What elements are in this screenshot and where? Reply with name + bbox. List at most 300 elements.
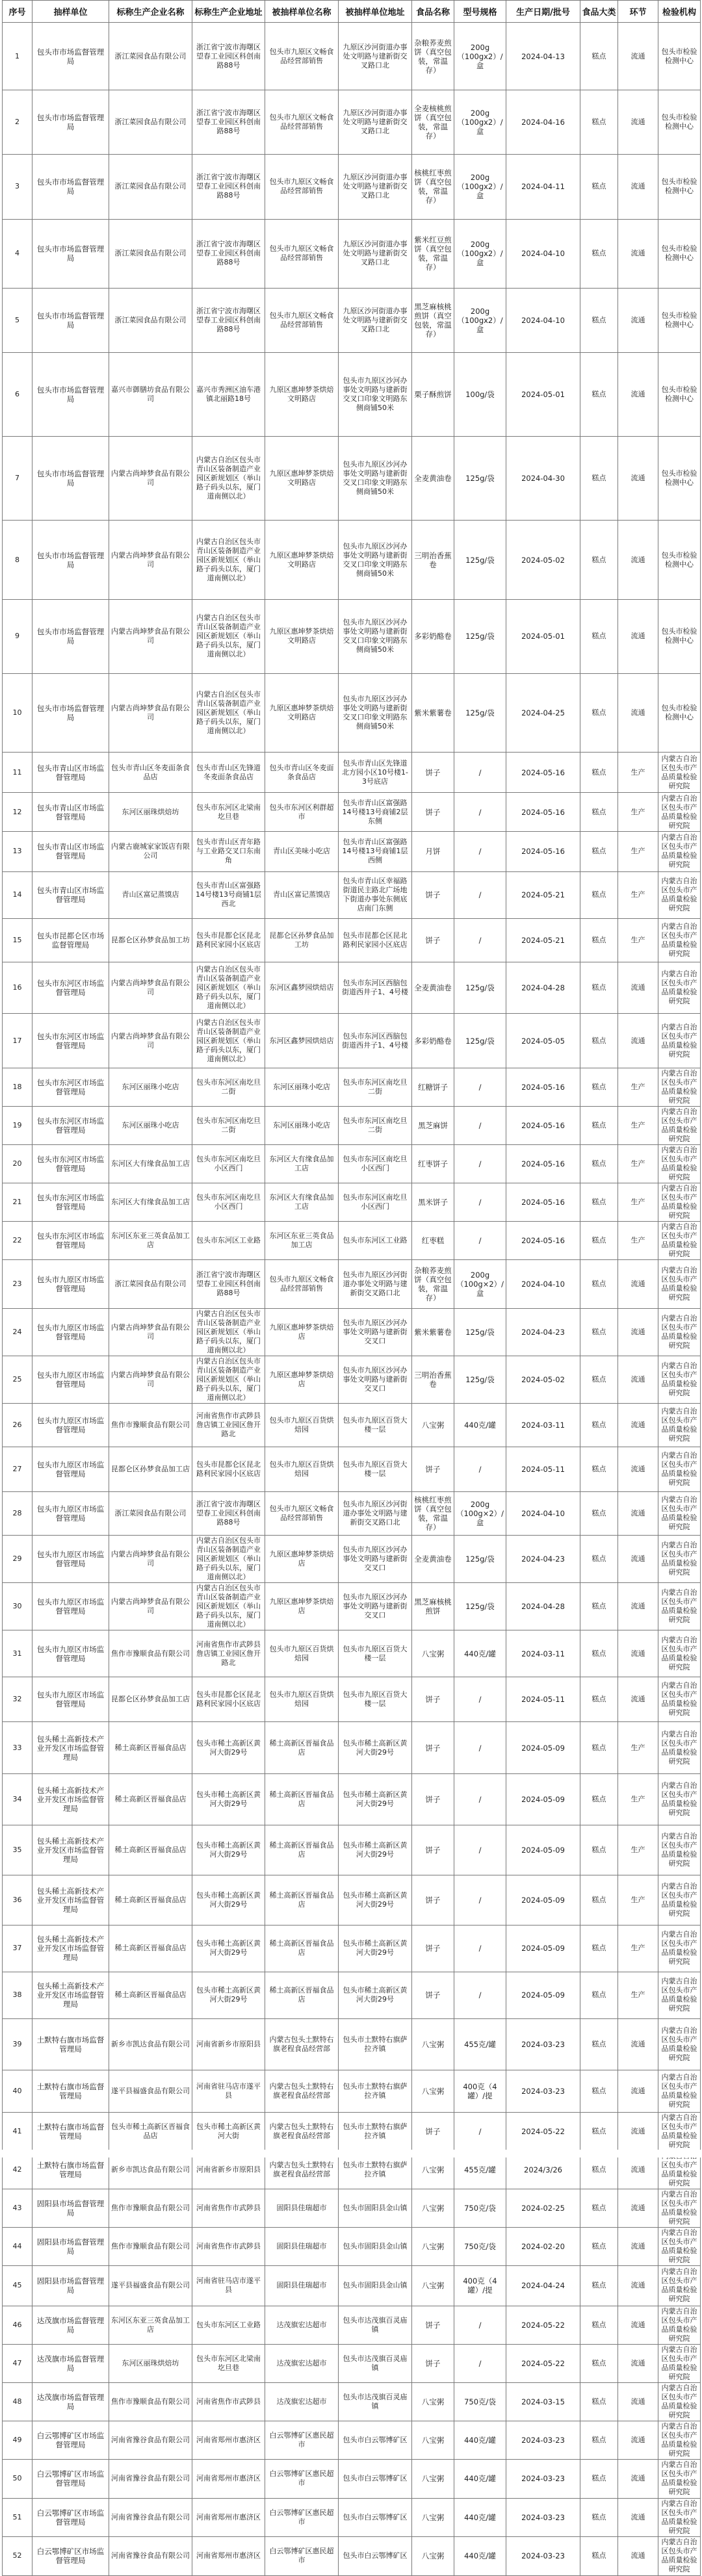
cell-col-production-date: 2024-05-01 <box>506 353 580 437</box>
cell-col-sampled-unit-address: 包头市达茂旗百灵庙镇 <box>339 2382 412 2421</box>
cell-col-sampled-unit-address: 包头市九原区沙河街道办事处文明路与建新街交叉路口北 <box>339 1260 412 1308</box>
cell-col-sampled-unit-name: 稀土高新区晋福食品店 <box>265 1875 339 1926</box>
table-row <box>3 90 701 155</box>
cell-col-sampled-unit-name: 白云鄂博矿区惠民超市 <box>265 2460 339 2499</box>
cell-col-food-name: 八宝粥 <box>412 2498 454 2537</box>
cell-col-sampled-unit-name: 九原区惠坤梦茶烘焙店 <box>265 1583 339 1630</box>
cell-col-sampled-unit-address: 包头市九原区百货大楼一层 <box>339 1677 412 1722</box>
cell-col-spec: 125g/袋 <box>454 673 506 753</box>
cell-col-sampled-unit-address: 包头市土默特右旗萨拉齐镇 <box>339 2018 412 2070</box>
cell-col-food-name: 黑芝麻核桃煎饼 <box>412 1583 454 1630</box>
cell-col-spec: 125g/袋 <box>454 437 506 521</box>
cell-col-sampled-unit-address: 包头市稀土高新区黄河大街29号 <box>339 1875 412 1926</box>
cell-col-sampling-unit: 包头稀土高新技术产业开发区市场监督管理局 <box>32 1972 109 2018</box>
cell-col-production-date: 2024-04-28 <box>506 962 580 1013</box>
cell-col-sampling-unit: 包头市东河区市场监督管理局 <box>32 1183 109 1222</box>
cell-col-sampled-unit-name: 青山区富记蒸馍店 <box>265 871 339 918</box>
cell-col-spec: 125g/袋 <box>454 1356 506 1403</box>
table-row <box>3 1014 701 1068</box>
cell-col-manufacturer-name: 浙江菜园食品有限公司 <box>109 219 192 289</box>
cell-col-manufacturer-address: 包头市东河区北梁南圪旦巷 <box>192 793 265 832</box>
cell-col-sampled-unit-name: 九原区惠坤梦茶烘焙店 <box>265 1536 339 1583</box>
cell-col-manufacturer-address: 包头市稀土高新区黄河大街29号 <box>192 1825 265 1875</box>
cell-col-spec: / <box>454 753 506 793</box>
cell-col-stage: 流通 <box>618 23 658 90</box>
cell-col-sampled-unit-address: 包头市白云鄂博矿区 <box>339 2421 412 2460</box>
cell-col-food-name: 紫米紫薯卷 <box>412 1308 454 1356</box>
cell-col-test-institution: 内蒙古自治区包头市产品质量检验研究院 <box>658 753 701 793</box>
cell-col-spec: 200g（100gx2）/盒 <box>454 90 506 155</box>
cell-col-food-category: 糕点 <box>580 353 618 437</box>
cell-col-test-institution: 内蒙古自治区包头市产品质量检验研究院 <box>658 1536 701 1583</box>
cell-col-sampled-unit-address: 包头市东河区南圪旦二街 <box>339 1068 412 1107</box>
table-row <box>3 2382 701 2421</box>
cell-col-spec: 125g/袋 <box>454 599 506 673</box>
cell-col-sampled-unit-name: 内蒙古包头土默特右旗老程食品经营部 <box>265 2070 339 2112</box>
cell-col-sampled-unit-name: 包头市九原区文畅食品经营部销售 <box>265 1492 339 1536</box>
cell-col-food-name: 八宝粥 <box>412 2018 454 2070</box>
cell-col-food-category: 糕点 <box>580 155 618 219</box>
table-row <box>3 2112 701 2150</box>
cell-col-stage: 流通 <box>618 1260 658 1308</box>
cell-col-index: 10 <box>3 673 32 753</box>
cell-col-manufacturer-address: 包头市昆都仑区昆北路利民家园小区底店 <box>192 918 265 962</box>
cell-col-manufacturer-name: 河南省豫谷食品有限公司 <box>109 2421 192 2460</box>
cell-col-food-name: 八宝粥 <box>412 2150 454 2189</box>
cell-col-sampled-unit-address: 包头市东河区工业路 <box>339 1222 412 1260</box>
cell-col-manufacturer-name: 包头市稀土高新区晋福食品店 <box>109 2112 192 2150</box>
cell-col-index: 48 <box>3 2382 32 2421</box>
cell-col-sampling-unit: 包头市东河区市场监督管理局 <box>32 1068 109 1107</box>
cell-col-stage: 流通 <box>618 2112 658 2150</box>
cell-col-food-name: 三明治香蕉卷 <box>412 521 454 600</box>
table-row <box>3 1722 701 1773</box>
cell-col-food-category: 糕点 <box>580 1145 618 1183</box>
cell-col-food-name: 饼子 <box>412 2344 454 2382</box>
cell-col-stage: 流通 <box>618 2070 658 2112</box>
cell-col-manufacturer-address: 包头市稀土高新区黄河大街29号 <box>192 1875 265 1926</box>
cell-col-sampled-unit-address: 包头市九原区沙河办事处文明路与建新街交叉口印象文明路东侧商铺50米 <box>339 521 412 600</box>
cell-col-spec: 400克（4罐）/提 <box>454 2265 506 2306</box>
cell-col-test-institution: 内蒙古自治区包头市产品质量检验研究院 <box>658 2018 701 2070</box>
cell-col-sampled-unit-address: 包头市青山区幸福路街道民主路北广场地下街道办事处东侧底店南门东侧 <box>339 871 412 918</box>
cell-col-spec: 750克/袋 <box>454 2382 506 2421</box>
cell-col-production-date: 2024-05-16 <box>506 793 580 832</box>
cell-col-index: 3 <box>3 155 32 219</box>
cell-col-stage: 生产 <box>618 1222 658 1260</box>
cell-col-production-date: 2024-04-25 <box>506 673 580 753</box>
cell-col-test-institution: 内蒙古自治区包头市产品质量检验研究院 <box>658 2265 701 2306</box>
cell-col-stage: 流通 <box>618 2382 658 2421</box>
cell-col-manufacturer-name: 稀土高新区晋福食品店 <box>109 1825 192 1875</box>
cell-col-food-name: 杂粮荞麦煎饼（真空包装，常温存） <box>412 23 454 90</box>
cell-col-sampled-unit-address: 九原区沙河街道办事处文明路与建新街交叉路口北 <box>339 23 412 90</box>
cell-col-spec: 440克/罐 <box>454 2537 506 2576</box>
cell-col-test-institution: 内蒙古自治区包头市产品质量检验研究院 <box>658 2537 701 2576</box>
cell-col-food-category: 糕点 <box>580 2189 618 2227</box>
cell-col-index: 40 <box>3 2070 32 2112</box>
cell-col-sampled-unit-name: 九原区惠坤梦茶烘焙店 <box>265 1356 339 1403</box>
table-row <box>3 1677 701 1722</box>
cell-col-food-name: 饼子 <box>412 1722 454 1773</box>
cell-col-production-date: 2024-03-23 <box>506 2018 580 2070</box>
cell-col-spec: / <box>454 918 506 962</box>
cell-col-manufacturer-name: 内蒙古尚坤梦食品有限公司 <box>109 599 192 673</box>
table-row <box>3 1260 701 1308</box>
cell-col-test-institution: 包头市检验检测中心 <box>658 90 701 155</box>
cell-col-sampling-unit: 白云鄂博矿区市场监督管理局 <box>32 2421 109 2460</box>
cell-col-sampled-unit-address: 包头市九原区沙河办事处文明路与建新街交叉口印象文明路东侧商铺50米 <box>339 599 412 673</box>
cell-col-food-category: 糕点 <box>580 871 618 918</box>
cell-col-sampling-unit: 包头市九原区市场监督管理局 <box>32 1447 109 1491</box>
table-row <box>3 2018 701 2070</box>
cell-col-stage: 生产 <box>618 753 658 793</box>
cell-col-stage: 流通 <box>618 1014 658 1068</box>
cell-col-food-category: 糕点 <box>580 1183 618 1222</box>
cell-col-food-category: 糕点 <box>580 1107 618 1145</box>
cell-col-sampled-unit-name: 包头市九原区百货烘焙园 <box>265 1677 339 1722</box>
cell-col-index: 35 <box>3 1825 32 1875</box>
cell-col-production-date: 2024-03-15 <box>506 2382 580 2421</box>
cell-col-manufacturer-name: 内蒙古鹿城家家饭店有限公司 <box>109 831 192 871</box>
cell-col-stage: 生产 <box>618 1825 658 1875</box>
cell-col-food-category: 糕点 <box>580 1925 618 1972</box>
cell-col-production-date: 2024-05-09 <box>506 1773 580 1825</box>
cell-col-production-date: 2024-05-09 <box>506 1972 580 2018</box>
cell-col-test-institution: 内蒙古自治区包头市产品质量检验研究院 <box>658 2498 701 2537</box>
table-row <box>3 1536 701 1583</box>
cell-col-food-name: 饼子 <box>412 871 454 918</box>
cell-col-food-name: 饼子 <box>412 1677 454 1722</box>
cell-col-food-category: 糕点 <box>580 289 618 353</box>
cell-col-stage: 流通 <box>618 1308 658 1356</box>
cell-col-sampled-unit-name: 达茂旗宏达超市 <box>265 2382 339 2421</box>
cell-col-index: 24 <box>3 1308 32 1356</box>
cell-col-spec: / <box>454 1677 506 1722</box>
table-row <box>3 1068 701 1107</box>
cell-col-stage: 生产 <box>618 1773 658 1825</box>
cell-col-test-institution: 包头市检验检测中心 <box>658 219 701 289</box>
cell-col-spec: 125g/袋 <box>454 1583 506 1630</box>
cell-col-food-name: 八宝粥 <box>412 2421 454 2460</box>
cell-col-sampled-unit-name: 东河区鑫梦园烘焙店 <box>265 1014 339 1068</box>
cell-col-sampled-unit-name: 九原区惠坤梦茶烘焙店 <box>265 1308 339 1356</box>
cell-col-food-name: 三明治香蕉卷 <box>412 1356 454 1403</box>
cell-col-food-name: 多彩奶酪卷 <box>412 599 454 673</box>
cell-col-manufacturer-address: 包头市稀土高新区黄河大街29号 <box>192 1972 265 2018</box>
cell-col-sampled-unit-name: 东河区大有缘食品加工店 <box>265 1145 339 1183</box>
cell-col-manufacturer-address: 包头市青山区先锋道冬麦面条食品店 <box>192 753 265 793</box>
cell-col-sampled-unit-name: 九原区惠坤梦茶烘焙文明路店 <box>265 437 339 521</box>
cell-col-sampling-unit: 包头市九原区市场监督管理局 <box>32 1492 109 1536</box>
cell-col-test-institution: 内蒙古自治区包头市产品质量检验研究院 <box>658 1107 701 1145</box>
cell-col-sampled-unit-address: 包头市稀土高新区黄河大街29号 <box>339 1773 412 1825</box>
cell-col-production-date: 2024-04-23 <box>506 1308 580 1356</box>
cell-col-sampling-unit: 达茂旗市场监督管理局 <box>32 2382 109 2421</box>
cell-col-food-name: 全麦黄油卷 <box>412 1536 454 1583</box>
cell-col-production-date: 2024-05-16 <box>506 1107 580 1145</box>
cell-col-index: 29 <box>3 1536 32 1583</box>
sampling-results-table <box>2 0 701 2576</box>
cell-col-sampling-unit: 包头市市场监督管理局 <box>32 219 109 289</box>
cell-col-stage: 流通 <box>618 1356 658 1403</box>
page-bottom-edge <box>0 2150 702 2157</box>
cell-col-food-category: 糕点 <box>580 2498 618 2537</box>
cell-col-sampling-unit: 白云鄂博矿区市场监督管理局 <box>32 2460 109 2499</box>
cell-col-sampled-unit-name: 东河区东亚三英食品加工店 <box>265 1222 339 1260</box>
cell-col-sampled-unit-address: 包头市东河区西脑包街道西井子1、4号楼 <box>339 962 412 1013</box>
cell-col-spec: 455克/罐 <box>454 2150 506 2189</box>
cell-col-food-name: 八宝粥 <box>412 2382 454 2421</box>
cell-col-manufacturer-name: 内蒙古尚坤梦食品有限公司 <box>109 1536 192 1583</box>
cell-col-production-date: 2024-04-11 <box>506 155 580 219</box>
cell-col-manufacturer-address: 内蒙古自治区包头市青山区装备制造产业园区新规划区（举山路子码头以东，厦门道南侧以北） <box>192 1583 265 1630</box>
cell-col-production-date: 2024-03-23 <box>506 2421 580 2460</box>
cell-col-stage: 流通 <box>618 437 658 521</box>
table-row <box>3 918 701 962</box>
cell-col-stage: 流通 <box>618 2460 658 2499</box>
cell-col-sampled-unit-name: 固阳县佳瑞超市 <box>265 2189 339 2227</box>
cell-col-index: 37 <box>3 1925 32 1972</box>
cell-col-test-institution: 内蒙古自治区包头市产品质量检验研究院 <box>658 1403 701 1447</box>
cell-col-spec: 200g（100gx2）/盒 <box>454 289 506 353</box>
table-row <box>3 1145 701 1183</box>
cell-col-sampling-unit: 包头市市场监督管理局 <box>32 599 109 673</box>
cell-col-stage: 生产 <box>618 1875 658 1926</box>
table-row <box>3 599 701 673</box>
cell-col-sampling-unit: 白云鄂博矿区市场监督管理局 <box>32 2537 109 2576</box>
cell-col-test-institution: 内蒙古自治区包头市产品质量检验研究院 <box>658 2344 701 2382</box>
table-row <box>3 753 701 793</box>
cell-col-test-institution: 包头市检验检测中心 <box>658 599 701 673</box>
cell-col-index: 19 <box>3 1107 32 1145</box>
cell-col-index: 16 <box>3 962 32 1013</box>
cell-col-spec: / <box>454 1722 506 1773</box>
cell-col-sampled-unit-name: 包头市九原区文畅食品经营部销售 <box>265 23 339 90</box>
cell-col-manufacturer-name: 包头市青山区冬麦面条食品店 <box>109 753 192 793</box>
cell-col-production-date: 2024-04-23 <box>506 1536 580 1583</box>
cell-col-test-institution: 内蒙古自治区包头市产品质量检验研究院 <box>658 2306 701 2344</box>
cell-col-production-date: 2024-05-22 <box>506 2306 580 2344</box>
cell-col-food-category: 糕点 <box>580 1677 618 1722</box>
cell-col-sampled-unit-address: 包头市土默特右旗萨拉齐镇 <box>339 2150 412 2189</box>
cell-col-sampled-unit-address: 包头市九原区沙河办事处文明路与建新街交叉口 <box>339 1308 412 1356</box>
cell-col-test-institution: 内蒙古自治区包头市产品质量检验研究院 <box>658 1773 701 1825</box>
header-col-manufacturer-name: 标称生产企业名称 <box>109 1 192 23</box>
cell-col-food-category: 糕点 <box>580 1972 618 2018</box>
table-row <box>3 2227 701 2265</box>
cell-col-spec: / <box>454 1107 506 1145</box>
cell-col-manufacturer-address: 内蒙古自治区包头市青山区装备制造产业园区新规划区（举山路子码头以东，厦门道南侧以北） <box>192 1308 265 1356</box>
cell-col-food-category: 糕点 <box>580 2070 618 2112</box>
cell-col-manufacturer-name: 东河区丽珠烘焙坊 <box>109 793 192 832</box>
cell-col-spec: / <box>454 831 506 871</box>
cell-col-index: 28 <box>3 1492 32 1536</box>
cell-col-production-date: 2024-05-16 <box>506 1145 580 1183</box>
cell-col-production-date: 2024-05-16 <box>506 1068 580 1107</box>
cell-col-sampled-unit-address: 包头市白云鄂博矿区 <box>339 2460 412 2499</box>
cell-col-manufacturer-address: 河南省焦作市武陟县 <box>192 2382 265 2421</box>
cell-col-manufacturer-address: 河南省郑州市惠济区 <box>192 2421 265 2460</box>
cell-col-production-date: 2024-02-20 <box>506 2227 580 2265</box>
table-row <box>3 2070 701 2112</box>
cell-col-production-date: 2024-05-22 <box>506 2112 580 2150</box>
cell-col-sampled-unit-address: 九原区沙河街道办事处文明路与建新街交叉路口北 <box>339 90 412 155</box>
cell-col-sampled-unit-name: 东河区鑫梦园烘焙店 <box>265 962 339 1013</box>
cell-col-index: 26 <box>3 1403 32 1447</box>
cell-col-index: 2 <box>3 90 32 155</box>
cell-col-spec: / <box>454 1825 506 1875</box>
cell-col-test-institution: 内蒙古自治区包头市产品质量检验研究院 <box>658 1583 701 1630</box>
cell-col-food-name: 多彩奶酪卷 <box>412 1014 454 1068</box>
cell-col-stage: 流通 <box>618 599 658 673</box>
cell-col-index: 39 <box>3 2018 32 2070</box>
cell-col-manufacturer-name: 内蒙古尚坤梦食品有限公司 <box>109 1014 192 1068</box>
cell-col-test-institution: 内蒙古自治区包头市产品质量检验研究院 <box>658 1677 701 1722</box>
cell-col-sampled-unit-name: 东河区大有缘食品加工店 <box>265 1183 339 1222</box>
cell-col-sampled-unit-name: 九原区惠坤梦茶烘焙文明路店 <box>265 673 339 753</box>
cell-col-sampled-unit-address: 包头市九原区沙河办事处文明路与建新街交叉口 <box>339 1583 412 1630</box>
cell-col-sampling-unit: 包头市青山区市场监督管理局 <box>32 793 109 832</box>
cell-col-manufacturer-address: 河南省焦作市武陟县 <box>192 2189 265 2227</box>
cell-col-index: 38 <box>3 1972 32 2018</box>
cell-col-sampled-unit-address: 包头市稀土高新区黄河大街29号 <box>339 1925 412 1972</box>
cell-col-production-date: 2024-05-16 <box>506 1183 580 1222</box>
cell-col-sampled-unit-address: 包头市九原区沙河办事处文明路与建新街交叉口印象文明路东侧商铺50米 <box>339 437 412 521</box>
cell-col-test-institution: 内蒙古自治区包头市产品质量检验研究院 <box>658 831 701 871</box>
cell-col-spec: 440克/罐 <box>454 2460 506 2499</box>
cell-col-spec: / <box>454 793 506 832</box>
cell-col-manufacturer-name: 稀土高新区晋福食品店 <box>109 1925 192 1972</box>
cell-col-stage: 流通 <box>618 90 658 155</box>
cell-col-sampled-unit-address: 包头市东河区南圪旦小区西门 <box>339 1183 412 1222</box>
cell-col-index: 42 <box>3 2150 32 2189</box>
cell-col-sampling-unit: 包头市市场监督管理局 <box>32 353 109 437</box>
cell-col-production-date: 2024-05-16 <box>506 831 580 871</box>
cell-col-sampling-unit: 包头市东河区市场监督管理局 <box>32 962 109 1013</box>
cell-col-sampled-unit-name: 东河区丽珠小吃店 <box>265 1068 339 1107</box>
cell-col-manufacturer-name: 内蒙古尚坤梦食品有限公司 <box>109 1308 192 1356</box>
table-header-row <box>3 1 701 23</box>
cell-col-food-category: 糕点 <box>580 90 618 155</box>
cell-col-production-date: 2024-04-10 <box>506 219 580 289</box>
cell-col-sampled-unit-name: 白云鄂博矿区惠民超市 <box>265 2421 339 2460</box>
cell-col-food-category: 糕点 <box>580 437 618 521</box>
cell-col-test-institution: 内蒙古自治区包头市产品质量检验研究院 <box>658 793 701 832</box>
table-body <box>3 23 701 2576</box>
cell-col-sampling-unit: 包头稀土高新技术产业开发区市场监督管理局 <box>32 1773 109 1825</box>
cell-col-index: 51 <box>3 2498 32 2537</box>
cell-col-production-date: 2024-03-11 <box>506 1630 580 1677</box>
cell-col-sampling-unit: 包头市九原区市场监督管理局 <box>32 1356 109 1403</box>
cell-col-index: 31 <box>3 1630 32 1677</box>
cell-col-index: 49 <box>3 2421 32 2460</box>
cell-col-manufacturer-address: 河南省驻马店市遂平县 <box>192 2070 265 2112</box>
cell-col-manufacturer-address: 内蒙古自治区包头市青山区装备制造产业园区新规划区（举山路子码头以东，厦门道南侧以北） <box>192 1536 265 1583</box>
cell-col-manufacturer-address: 包头市昆都仑区昆北路利民家园小区底店 <box>192 1677 265 1722</box>
cell-col-sampling-unit: 包头市市场监督管理局 <box>32 521 109 600</box>
cell-col-production-date: 2024-03-23 <box>506 2498 580 2537</box>
cell-col-sampling-unit: 土默特右旗市场监督管理局 <box>32 2150 109 2189</box>
cell-col-food-category: 糕点 <box>580 793 618 832</box>
cell-col-sampling-unit: 包头市东河区市场监督管理局 <box>32 1222 109 1260</box>
cell-col-stage: 流通 <box>618 289 658 353</box>
cell-col-food-name: 饼子 <box>412 1825 454 1875</box>
cell-col-test-institution: 包头市检验检测中心 <box>658 353 701 437</box>
cell-col-sampling-unit: 固阳县市场监督管理局 <box>32 2189 109 2227</box>
cell-col-test-institution: 内蒙古自治区包头市产品质量检验研究院 <box>658 1825 701 1875</box>
cell-col-food-name: 红糖饼子 <box>412 1068 454 1107</box>
cell-col-spec: / <box>454 2112 506 2150</box>
cell-col-production-date: 2024/3/26 <box>506 2150 580 2189</box>
table-row <box>3 437 701 521</box>
cell-col-test-institution: 包头市检验检测中心 <box>658 155 701 219</box>
cell-col-spec: 455克/罐 <box>454 2018 506 2070</box>
cell-col-manufacturer-address: 河南省郑州市惠济区 <box>192 2460 265 2499</box>
table-row <box>3 2421 701 2460</box>
cell-col-food-category: 糕点 <box>580 1014 618 1068</box>
cell-col-sampled-unit-address: 包头市稀土高新区黄河大街29号 <box>339 1972 412 2018</box>
cell-col-manufacturer-name: 东河区大有缘食品加工店 <box>109 1145 192 1183</box>
cell-col-food-name: 紫米红豆煎饼（真空包装，常温存） <box>412 219 454 289</box>
cell-col-food-name: 紫米紫薯卷 <box>412 673 454 753</box>
cell-col-food-name: 饼子 <box>412 1972 454 2018</box>
cell-col-manufacturer-address: 包头市青山区富强路14号楼13号商铺1层西北 <box>192 871 265 918</box>
cell-col-spec: / <box>454 1875 506 1926</box>
cell-col-production-date: 2024-05-16 <box>506 753 580 793</box>
cell-col-food-category: 糕点 <box>580 2460 618 2499</box>
cell-col-spec: / <box>454 2306 506 2344</box>
cell-col-stage: 生产 <box>618 1722 658 1773</box>
cell-col-food-category: 糕点 <box>580 2150 618 2189</box>
cell-col-spec: 200g（100gx2）/盒 <box>454 23 506 90</box>
cell-col-sampling-unit: 包头市九原区市场监督管理局 <box>32 1630 109 1677</box>
cell-col-spec: 125g/袋 <box>454 1536 506 1583</box>
cell-col-sampled-unit-name: 稀土高新区晋福食品店 <box>265 1825 339 1875</box>
header-col-test-institution: 检验机构 <box>658 1 701 23</box>
cell-col-food-name: 饼子 <box>412 793 454 832</box>
cell-col-index: 18 <box>3 1068 32 1107</box>
cell-col-production-date: 2024-04-24 <box>506 2265 580 2306</box>
cell-col-food-category: 糕点 <box>580 1722 618 1773</box>
cell-col-manufacturer-address: 内蒙古自治区包头市青山区装备制造产业园区新规划区（举山路子码头以东，厦门道南侧以北） <box>192 521 265 600</box>
header-col-food-name: 食品名称 <box>412 1 454 23</box>
cell-col-production-date: 2024-05-09 <box>506 1825 580 1875</box>
cell-col-sampled-unit-address: 九原区沙河街道办事处文明路与建新街交叉路口北 <box>339 289 412 353</box>
cell-col-sampling-unit: 土默特右旗市场监督管理局 <box>32 2070 109 2112</box>
cell-col-sampling-unit: 包头稀土高新技术产业开发区市场监督管理局 <box>32 1875 109 1926</box>
table-row <box>3 1447 701 1491</box>
table-row <box>3 1630 701 1677</box>
cell-col-index: 11 <box>3 753 32 793</box>
cell-col-production-date: 2024-05-09 <box>506 1875 580 1926</box>
cell-col-sampled-unit-address: 包头市固阳县金山镇 <box>339 2227 412 2265</box>
cell-col-sampled-unit-name: 包头市九原区文畅食品经营部销售 <box>265 90 339 155</box>
cell-col-production-date: 2024-03-23 <box>506 2460 580 2499</box>
table-row <box>3 1972 701 2018</box>
cell-col-sampled-unit-name: 稀土高新区晋福食品店 <box>265 1925 339 1972</box>
cell-col-manufacturer-name: 浙江菜园食品有限公司 <box>109 23 192 90</box>
cell-col-sampled-unit-address: 包头市土默特右旗萨拉齐镇 <box>339 2070 412 2112</box>
cell-col-manufacturer-name: 浙江菜园食品有限公司 <box>109 90 192 155</box>
cell-col-sampled-unit-address: 包头市九原区百货大楼一层 <box>339 1447 412 1491</box>
cell-col-stage: 流通 <box>618 353 658 437</box>
cell-col-manufacturer-name: 焦作市豫顺食品有限公司 <box>109 2382 192 2421</box>
cell-col-test-institution: 内蒙古自治区包头市产品质量检验研究院 <box>658 918 701 962</box>
cell-col-index: 13 <box>3 831 32 871</box>
cell-col-food-category: 糕点 <box>580 1447 618 1491</box>
cell-col-sampling-unit: 固阳县市场监督管理局 <box>32 2227 109 2265</box>
